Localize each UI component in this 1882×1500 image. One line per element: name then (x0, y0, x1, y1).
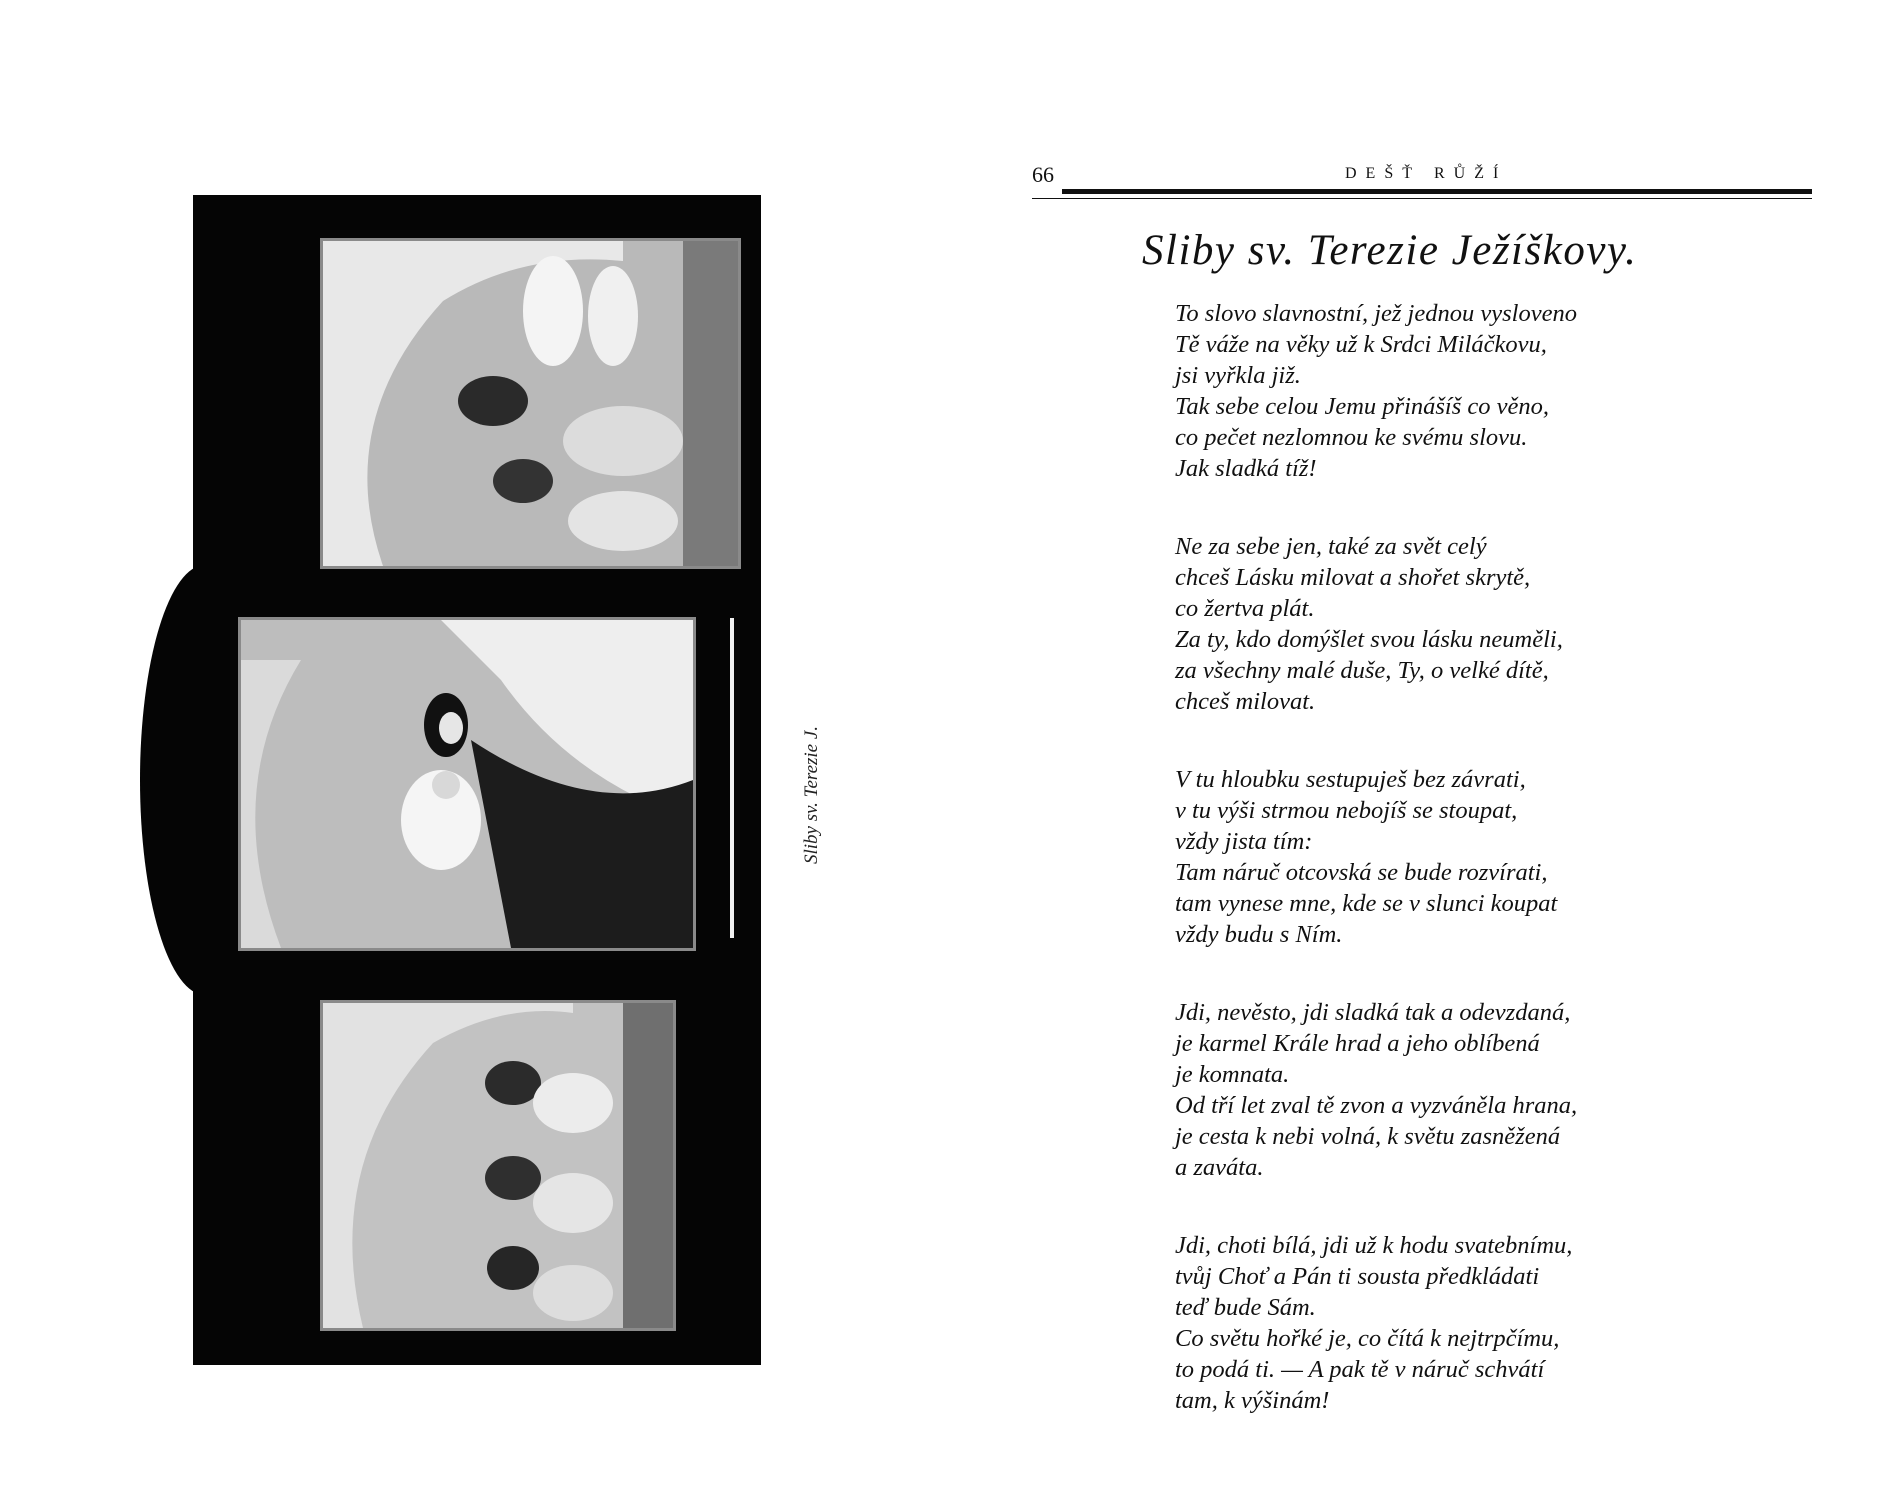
stanza (1175, 298, 1577, 484)
poem-line: Jdi, choti bílá, jdi už k hodu svatebnímu, (1175, 1232, 1573, 1259)
poem-line: Co světu hořké je, co čítá k nejtrpčímu, (1175, 1325, 1560, 1352)
poem-line: a zaváta. (1175, 1154, 1264, 1181)
plate-photo-top (320, 238, 741, 569)
poem-line: tam, k výšinám! (1175, 1387, 1330, 1414)
poem-body (1175, 298, 1577, 1463)
poem-line: Od tří let zval tě zvon a vyzváněla hrana, (1175, 1092, 1578, 1119)
poem-line: Ne za sebe jen, také za svět celý (1175, 533, 1487, 560)
poem-line: vždy jista tím: (1175, 828, 1313, 855)
plate-photo-middle (238, 617, 696, 951)
poem-line: je karmel Krále hrad a jeho oblíbená (1175, 1030, 1540, 1057)
poem-line: V tu hloubku sestupuješ bez závrati, (1175, 766, 1526, 793)
poem-line: To slovo slavnostní, jež jednou vysloveno (1175, 300, 1577, 327)
poem-line: Jdi, nevěsto, jdi sladká tak a odevzdaná, (1175, 999, 1571, 1026)
plate-caption: Sliby sv. Terezie J. (801, 725, 822, 865)
header-rule-thin (1032, 198, 1812, 199)
poem-line: jsi vyřkla již. (1175, 362, 1301, 389)
stanza (1175, 531, 1577, 717)
poem-line: teď bude Sám. (1175, 1294, 1316, 1321)
plate-edge-line (730, 618, 734, 938)
page-number: 66 (1032, 162, 1054, 187)
poem-line: je cesta k nebi volná, k světu zasněžená (1175, 1123, 1561, 1150)
poem-line: chceš milovat. (1175, 688, 1316, 715)
poem-line: Tak sebe celou Jemu přinášíš co věno, (1175, 393, 1549, 420)
poem-line: Za ty, kdo domýšlet svou lásku neuměli, (1175, 626, 1563, 653)
plate-photo-bottom (320, 1000, 676, 1331)
poem-line: co žertva plát. (1175, 595, 1315, 622)
stanza (1175, 997, 1577, 1183)
poem-line: Tě váže na věky už k Srdci Miláčkovu, (1175, 331, 1547, 358)
poem-line: za všechny malé duše, Ty, o velké dítě, (1175, 657, 1549, 684)
stanza (1175, 1230, 1577, 1416)
poem-line: vždy budu s Ním. (1175, 921, 1343, 948)
poem-line: Tam náruč otcovská se bude rozvírati, (1175, 859, 1548, 886)
poem-line: Jak sladká tíž! (1175, 455, 1317, 482)
poem-line: tam vynese mne, kde se v slunci koupat (1175, 890, 1558, 917)
poem-line: v tu výši strmou nebojíš se stoupat, (1175, 797, 1518, 824)
header-rule (1062, 189, 1812, 194)
poem-line: je komnata. (1175, 1061, 1290, 1088)
poem-line: chceš Lásku milovat a shořet skrytě, (1175, 564, 1531, 591)
stanza (1175, 764, 1577, 950)
poem-line: to podá ti. — A pak tě v náruč schvátí (1175, 1356, 1545, 1383)
poem-line: tvůj Choť a Pán ti sousta předkládati (1175, 1263, 1540, 1290)
poem-title: Sliby sv. Terezie Ježíškovy. (1142, 227, 1638, 274)
running-head: DEŠŤ RŮŽÍ (1345, 165, 1508, 182)
poem-line: co pečet nezlomnou ke svému slovu. (1175, 424, 1528, 451)
